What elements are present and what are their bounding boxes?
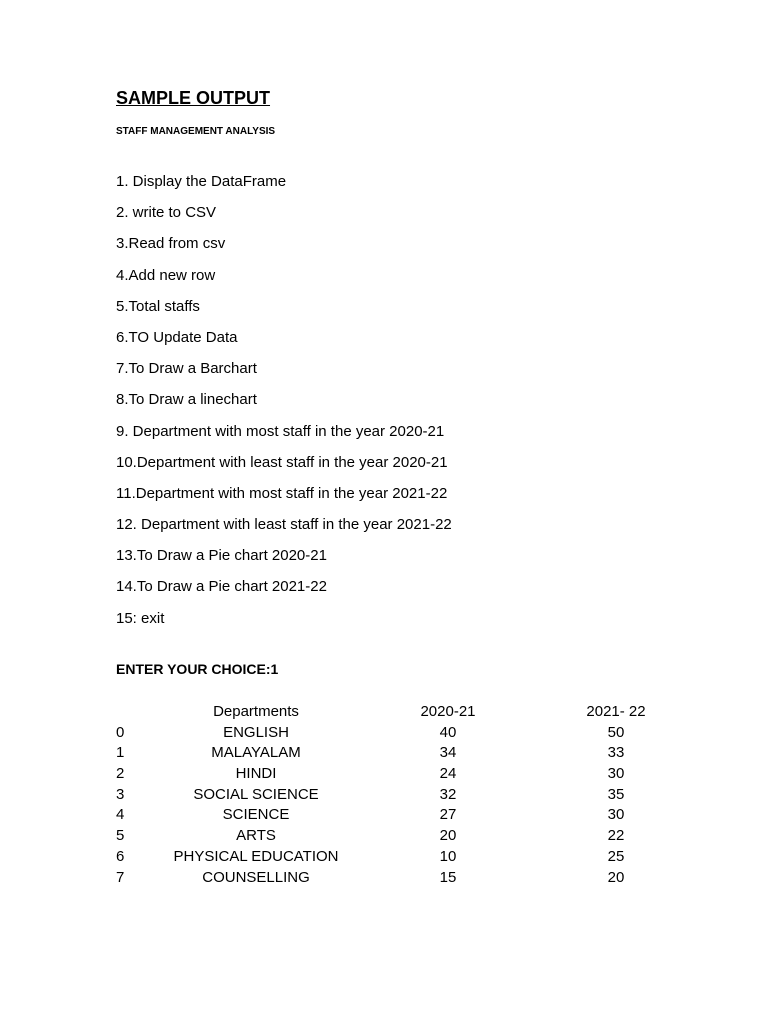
table-row <box>116 723 676 744</box>
staff-table <box>116 702 676 888</box>
table-row <box>116 805 676 826</box>
row-department: ARTS <box>236 827 276 845</box>
menu-item-1: 1. Display the DataFrame <box>116 173 287 190</box>
table-row <box>116 826 676 847</box>
menu-item-10: 10.Department with least staff in the year 2020-21 <box>116 453 448 471</box>
menu-item-9: 9. Department with most staff in the year 2020-21 <box>116 422 445 440</box>
menu-item-2: 2. write to CSV <box>116 204 217 222</box>
row-year2: 50 <box>607 723 625 741</box>
row-year1: 20 <box>439 827 457 845</box>
row-index: 3 <box>116 785 125 803</box>
page-title: SAMPLE OUTPUT <box>116 88 271 108</box>
page-subtitle: STAFF MANAGEMENT ANALYSIS <box>116 126 276 137</box>
row-department: COUNSELLING <box>202 868 310 886</box>
table-header-row <box>116 702 676 723</box>
table-row <box>116 764 676 785</box>
row-year2: 22 <box>607 827 625 845</box>
header-department: Departments <box>213 703 299 720</box>
row-year1: 40 <box>439 723 457 741</box>
row-department: SCIENCE <box>222 806 290 824</box>
row-index: 4 <box>116 806 125 824</box>
row-index: 1 <box>116 744 125 762</box>
row-year2: 30 <box>607 806 625 824</box>
row-year2: 35 <box>607 785 625 803</box>
menu-list <box>116 172 452 640</box>
table-row <box>116 743 676 764</box>
header-year-2021-22: 2021- 22 <box>586 703 646 720</box>
row-year1: 24 <box>439 765 457 783</box>
menu-item-8: 8.To Draw a linechart <box>116 391 257 409</box>
menu-item-14: 14.To Draw a Pie chart 2021-22 <box>116 578 327 596</box>
row-year1: 32 <box>439 785 457 803</box>
menu-item-12: 12. Department with least staff in the year 2021-22 <box>116 516 452 534</box>
menu-item-3: 3.Read from csv <box>116 235 226 253</box>
menu-item-11: 11.Department with most staff in the year 2021-22 <box>116 484 448 502</box>
row-index: 6 <box>116 847 125 865</box>
row-year1: 10 <box>439 847 457 865</box>
row-index: 5 <box>116 827 125 845</box>
menu-item-5: 5.Total staffs <box>116 297 200 315</box>
table-row <box>116 847 676 868</box>
row-department: HINDI <box>235 765 277 783</box>
menu-item-15: 15: exit <box>116 609 165 627</box>
row-year1: 15 <box>439 868 457 886</box>
row-year2: 33 <box>607 744 625 762</box>
menu-item-13: 13.To Draw a Pie chart 2020-21 <box>116 547 327 565</box>
row-year1: 27 <box>439 806 457 824</box>
row-index: 7 <box>116 868 125 886</box>
header-year-2020-21: 2020-21 <box>420 703 476 720</box>
row-department: SOCIAL SCIENCE <box>193 785 319 803</box>
choice-prompt: ENTER YOUR CHOICE:1 <box>116 661 279 677</box>
row-department: PHYSICAL EDUCATION <box>173 847 339 865</box>
row-year2: 30 <box>607 765 625 783</box>
row-year2: 20 <box>607 868 625 886</box>
menu-item-6: 6.TO Update Data <box>116 328 238 346</box>
row-department: ENGLISH <box>223 723 289 741</box>
menu-item-7: 7.To Draw a Barchart <box>116 360 257 378</box>
row-year1: 34 <box>439 744 457 762</box>
table-row <box>116 785 676 806</box>
row-index: 2 <box>116 765 125 783</box>
row-department: MALAYALAM <box>211 744 301 762</box>
row-index: 0 <box>116 723 125 741</box>
menu-item-4: 4.Add new row <box>116 266 216 284</box>
row-year2: 25 <box>607 847 625 865</box>
table-row <box>116 868 676 889</box>
